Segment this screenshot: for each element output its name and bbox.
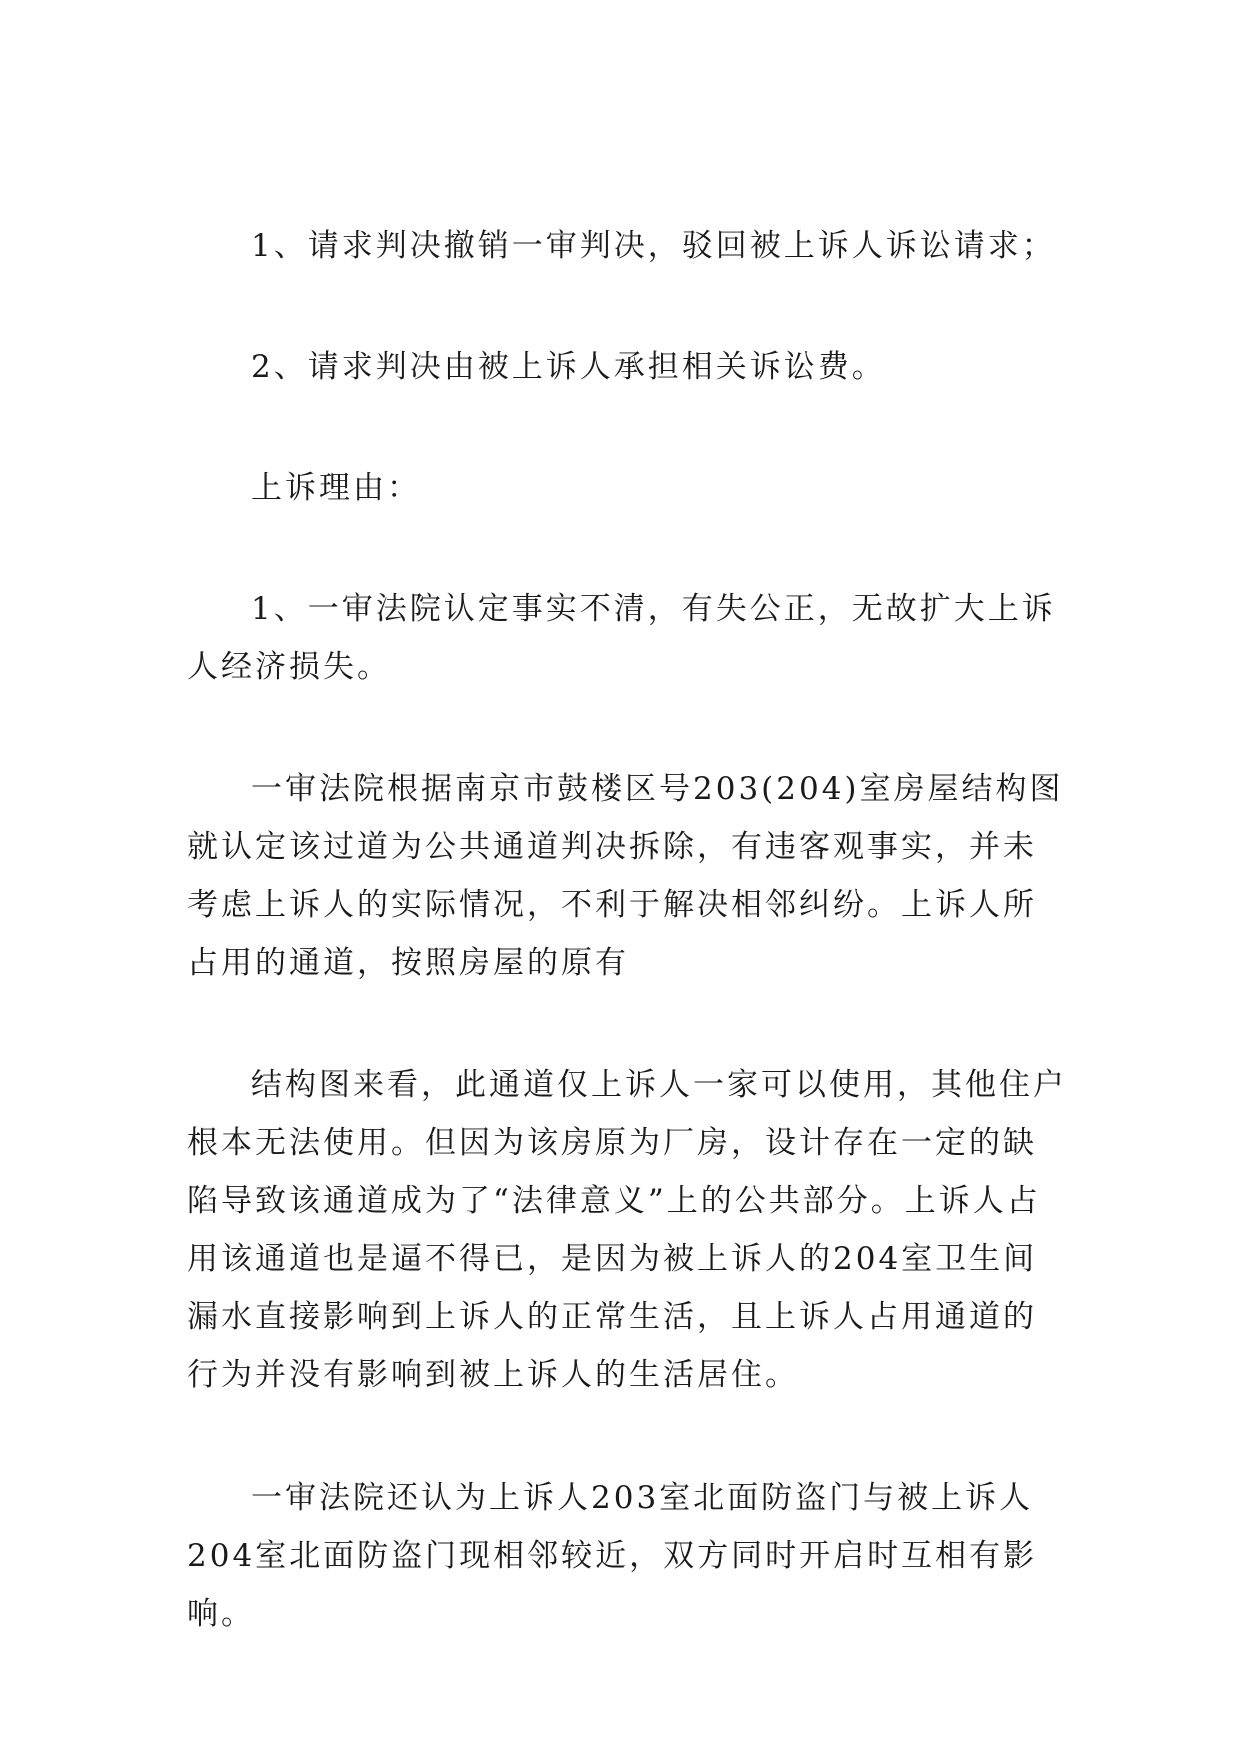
reason-1: 1、一审法院认定事实不清，有失公正，无故扩大上诉人经济损失。	[187, 591, 1056, 685]
request-item-2: 2、请求判决由被上诉人承担相关诉讼费。	[251, 349, 886, 385]
paragraph-security-doors: 一审法院还认为上诉人203室北面防盗门与被上诉人204室北面防盗门现相邻较近，双方同时开启时互相有影响。	[187, 1480, 1038, 1632]
appeal-reasons-heading: 上诉理由：	[251, 470, 421, 506]
paragraph-passage-usage: 结构图来看，此通道仅上诉人一家可以使用，其他住户根本无法使用。但因为该房原为厂房，设计存在一定的缺陷导致该通道成为了“法律意义”上的公共部分。上诉人占用该通道也是逼不得已，是因为被上诉人的204室卫生间漏水直接影响到上诉人的正常生活，且上诉人占用通道的行为并没有影响到被上诉人的生活居住。	[187, 1067, 1067, 1393]
request-item-1: 1、请求判决撤销一审判决，驳回被上诉人诉讼请求；	[251, 228, 1056, 264]
paragraph-structure-map: 一审法院根据南京市鼓楼区号203(204)室房屋结构图就认定该过道为公共通道判决拆除，有违客观事实，并未考虑上诉人的实际情况，不利于解决相邻纠纷。上诉人所占用的通道，按照房屋的原有	[187, 771, 1064, 981]
